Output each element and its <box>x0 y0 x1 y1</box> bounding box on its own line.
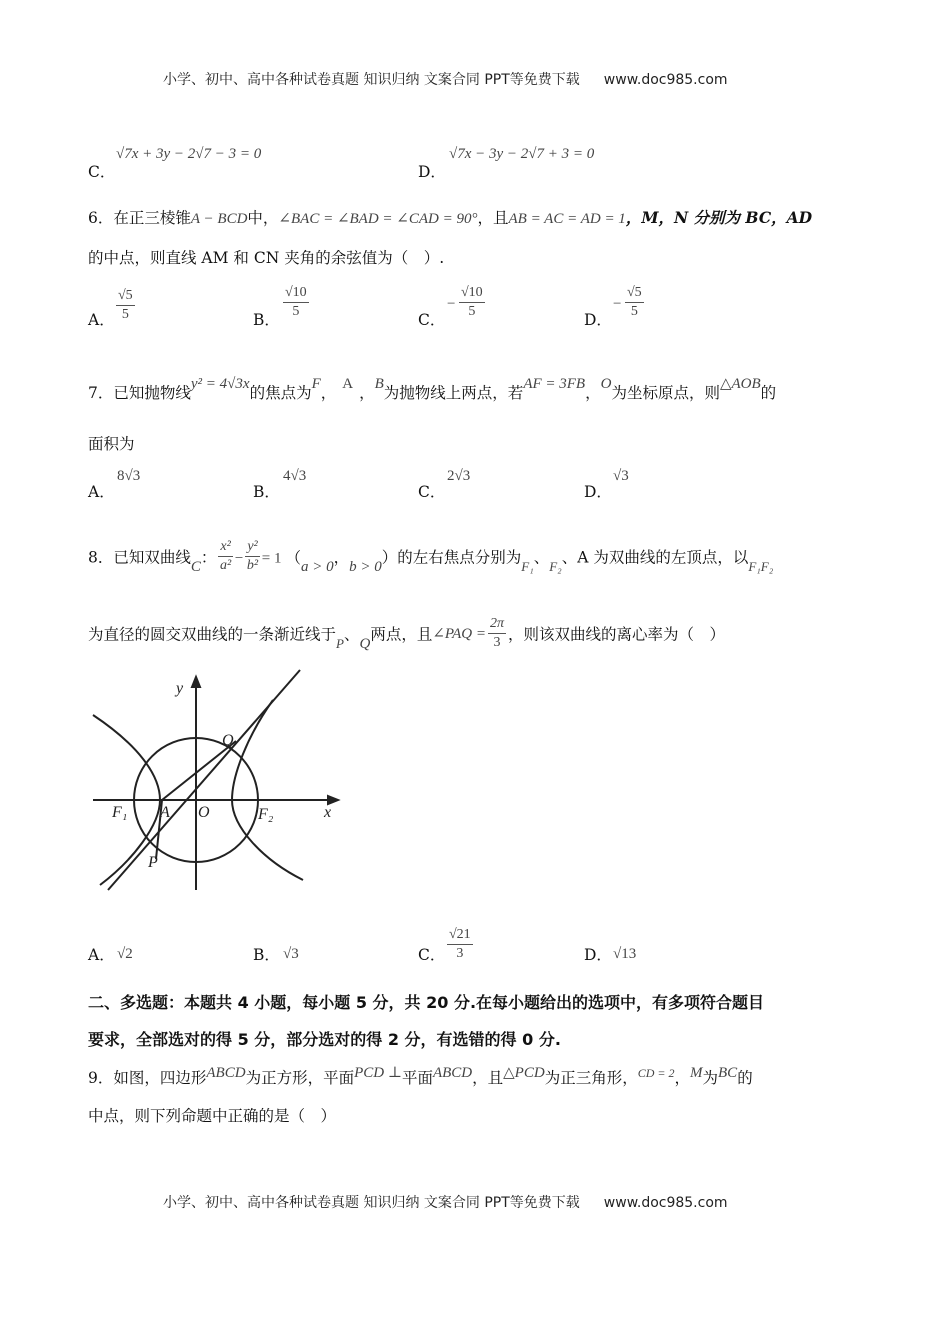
q6-option-d-label: D． <box>584 311 612 329</box>
section-2-line1: 二、多选题：本题共 4 小题，每小题 5 分，共 20 分.在每小题给出的选项中，有多项符合题目 <box>88 993 765 1012</box>
q7-option-c-label: C． <box>418 483 446 501</box>
label-y: y <box>176 680 184 697</box>
q6-option-c-frac: $\frac{√10}{5}$ <box>461 285 483 319</box>
q9-line1: 9．如图，四边形ABCD为正方形，平面PCD ⊥平面ABCD，且△PCD为正三角形，$^{CD = 2}$，M为BC的 <box>88 1065 753 1087</box>
q9-line2: 中点，则下列命题中正确的是（ ） <box>88 1107 337 1125</box>
q6-option-c-sign: − <box>447 296 456 312</box>
q6-line1: 6．在正三棱锥A − BCD中，∠BAC = ∠BAD = ∠CAD = 90°，且AB = AC = AD = 1，M，N 分别为 BC，AD <box>88 208 813 227</box>
q8-option-d-label: D． <box>584 946 612 964</box>
q8-option-c-label: C． <box>418 946 446 964</box>
q7-line2: 面积为 <box>88 435 135 453</box>
hyperbola-figure <box>88 655 348 895</box>
section-2-line2: 要求，全部选对的得 5 分，部分选对的得 2 分，有选错的得 0 分. <box>88 1030 561 1049</box>
q8-option-b-label: B． <box>253 946 280 964</box>
q7-option-b-value: 4√3 <box>283 468 307 484</box>
q8-option-d-value: √13 <box>613 946 637 962</box>
q6-line2: 的中点，则直线 AM 和 CN 夹角的余弦值为（ ）. <box>88 249 445 267</box>
header-text: 小学、初中、高中各种试卷真题 知识归纳 文案合同 PPT等免费下载 www.doc985.com <box>163 72 728 88</box>
q6-option-a-label: A． <box>88 311 115 329</box>
label-P: P <box>148 854 158 871</box>
label-F2: F₂ <box>258 806 274 823</box>
q7-option-d-label: D． <box>584 483 612 501</box>
label-Q: Q <box>222 732 234 749</box>
q7-option-d-value: √3 <box>613 468 629 484</box>
q7-option-a-value: 8√3 <box>117 468 141 484</box>
q6-option-b-frac: $\frac{√10}{5}$ <box>285 285 307 319</box>
label-O: O <box>198 804 210 821</box>
label-A: A <box>160 804 170 821</box>
q6-option-d-frac: $\frac{√5}{5}$ <box>627 285 642 319</box>
q6-option-c-label: C． <box>418 311 446 329</box>
q8-option-a-label: A． <box>88 946 115 964</box>
x-axis-arrow <box>328 796 338 804</box>
q7-option-b-label: B． <box>253 483 280 501</box>
q6-option-a-frac: $\frac{√5}{5}$ <box>118 288 133 322</box>
header-url[interactable]: www.doc985.com <box>603 72 728 88</box>
footer-text: 小学、初中、高中各种试卷真题 知识归纳 文案合同 PPT等免费下载 www.doc985.com <box>163 1195 728 1211</box>
footer-url[interactable]: www.doc985.com <box>603 1195 728 1211</box>
q8-line1: 8．已知双曲线C： $\frac{\text{x²}}{\text{a²}}$ − $\frac{\text{y²}}{\text{b²}}$ = 1 （a > 0，b > 0）的左右焦点分别为$_{F_1}$、$_{F_2}$、A 为双曲线的左顶点，以$_{F_1F_2}$ <box>88 539 774 575</box>
q7-option-c-value: 2√3 <box>447 468 471 484</box>
q8-option-b-value: √3 <box>283 946 299 962</box>
q8-option-a-value: √2 <box>117 946 133 962</box>
q6-option-d-sign: − <box>613 296 622 312</box>
q8-line2: 为直径的圆交双曲线的一条渐近线于$_P$、Q两点，且∠PAQ = $\frac{2\pi}{3}$ ，则该双曲线的离心率为（ ） <box>88 616 726 652</box>
q6-option-b-label: B． <box>253 311 280 329</box>
label-x: x <box>324 804 332 821</box>
q5-option-c-expr: √7x + 3y − 2√7 − 3 = 0 <box>116 146 262 162</box>
q7-option-a-label: A． <box>88 483 115 501</box>
q8-option-c-frac: $\frac{√21}{3}$ <box>449 927 471 961</box>
label-F1: F₁ <box>112 804 128 821</box>
q7-line1: 7．已知抛物线y² = 4√3x的焦点为F， A ，B为抛物线上两点，若AF = 3FB，O为坐标原点，则△AOB的 <box>88 376 777 402</box>
q5-option-c-label: C． <box>88 163 116 181</box>
hyperbola-right-branch <box>232 700 303 880</box>
q5-option-d-label: D． <box>418 163 446 181</box>
y-axis-arrow <box>192 677 200 687</box>
line-AQ <box>162 741 236 800</box>
q5-option-d-expr: √7x − 3y − 2√7 + 3 = 0 <box>449 146 595 162</box>
